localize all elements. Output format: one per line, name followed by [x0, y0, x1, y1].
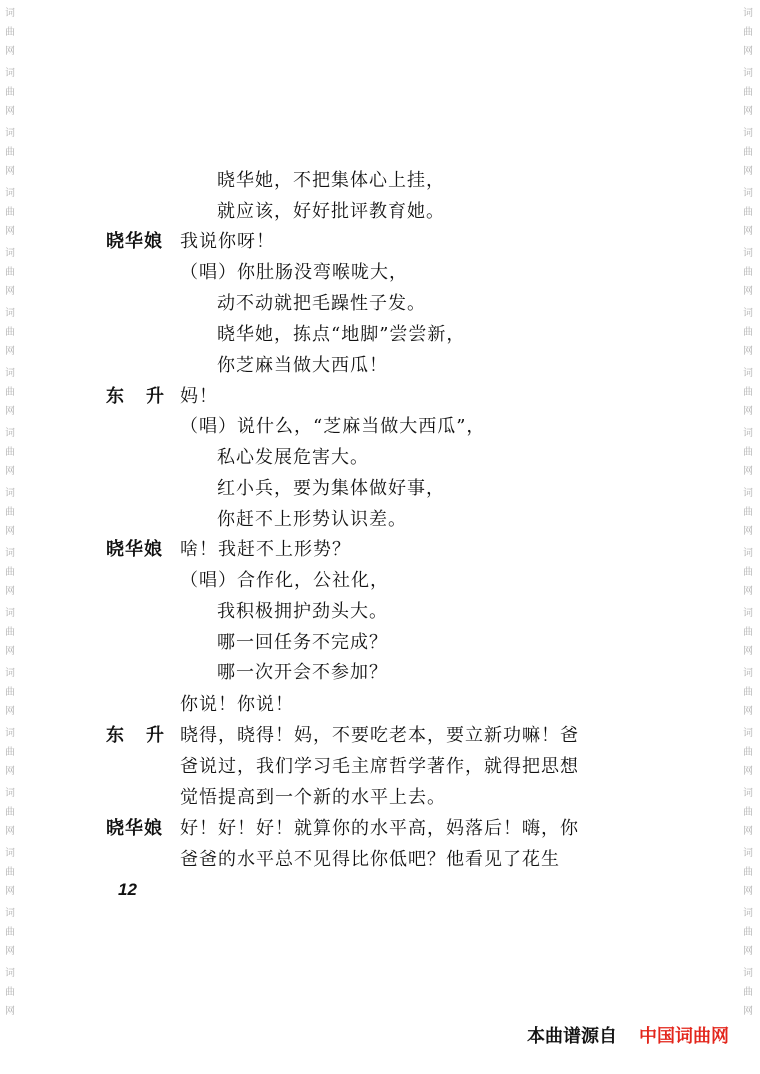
watermark-char: 曲	[743, 387, 753, 398]
watermark-char: 词	[5, 548, 15, 559]
watermark-char: 词	[5, 968, 15, 979]
watermark-block	[740, 364, 756, 421]
watermark-char: 网	[743, 646, 753, 657]
watermark-block	[740, 4, 756, 61]
watermark-char: 网	[743, 826, 753, 837]
watermark-char: 曲	[743, 567, 753, 578]
lyric-line: 红小兵，要为集体做好事，	[217, 478, 445, 499]
lyric-line: 我积极拥护劲头大。	[217, 601, 388, 622]
dialogue-line: 妈！	[180, 386, 218, 407]
watermark-block	[2, 364, 18, 421]
watermark-char: 词	[743, 368, 753, 379]
watermark-block	[2, 124, 18, 181]
watermark-char: 网	[743, 526, 753, 537]
dialogue-line: 啥！我赶不上形势？	[180, 539, 351, 560]
speaker-xiaohua-niang-1: 晓华娘	[106, 231, 163, 252]
watermark-char: 词	[5, 248, 15, 259]
watermark-char: 网	[5, 106, 15, 117]
watermark-char: 词	[743, 728, 753, 739]
watermark-block	[2, 304, 18, 361]
watermark-block	[740, 184, 756, 241]
watermark-char: 网	[5, 1006, 15, 1017]
watermark-char: 网	[743, 406, 753, 417]
watermark-char: 词	[743, 248, 753, 259]
watermark-char: 网	[5, 946, 15, 957]
watermark-char: 词	[743, 788, 753, 799]
watermark-char: 词	[5, 608, 15, 619]
watermark-char: 曲	[743, 507, 753, 518]
watermark-block	[2, 604, 18, 661]
watermark-char: 曲	[743, 267, 753, 278]
watermark-block	[740, 784, 756, 841]
watermark-block	[740, 424, 756, 481]
watermark-char: 词	[743, 908, 753, 919]
watermark-column-right	[740, 0, 756, 1074]
watermark-char: 词	[5, 188, 15, 199]
watermark-char: 网	[743, 886, 753, 897]
dialogue-line: 你说！你说！	[180, 694, 294, 715]
watermark-char: 曲	[743, 207, 753, 218]
watermark-char: 曲	[5, 627, 15, 638]
watermark-char: 曲	[5, 927, 15, 938]
watermark-block	[740, 904, 756, 961]
watermark-char: 曲	[743, 927, 753, 938]
watermark-char: 曲	[5, 27, 15, 38]
watermark-block	[2, 904, 18, 961]
watermark-char: 网	[5, 226, 15, 237]
lyric-line: 动不动就把毛躁性子发。	[217, 293, 426, 314]
source-site-name: 中国词曲网	[639, 1026, 729, 1047]
speaker-xiaohua-niang-2: 晓华娘	[106, 539, 163, 560]
watermark-char: 词	[743, 668, 753, 679]
source-note	[527, 1022, 729, 1048]
watermark-char: 网	[5, 46, 15, 57]
watermark-char: 曲	[743, 807, 753, 818]
watermark-char: 网	[743, 766, 753, 777]
watermark-block	[740, 304, 756, 361]
watermark-block	[740, 484, 756, 541]
watermark-block	[2, 4, 18, 61]
watermark-char: 网	[5, 826, 15, 837]
watermark-char: 词	[5, 728, 15, 739]
sung-line: （唱）你肚肠没弯喉咙大，	[180, 262, 408, 283]
watermark-char: 曲	[5, 867, 15, 878]
watermark-char: 曲	[5, 87, 15, 98]
watermark-char: 网	[5, 586, 15, 597]
watermark-char: 曲	[5, 747, 15, 758]
watermark-char: 网	[5, 706, 15, 717]
lyric-line: 哪一回任务不完成？	[217, 632, 388, 653]
watermark-char: 词	[5, 668, 15, 679]
watermark-char: 词	[5, 128, 15, 139]
watermark-char: 词	[743, 608, 753, 619]
watermark-block	[2, 544, 18, 601]
watermark-block	[2, 724, 18, 781]
page-number: 12	[118, 880, 137, 899]
watermark-block	[740, 244, 756, 301]
watermark-char: 曲	[5, 207, 15, 218]
watermark-char: 曲	[743, 987, 753, 998]
watermark-char: 词	[743, 68, 753, 79]
watermark-char: 曲	[743, 747, 753, 758]
sung-line: （唱）合作化，公社化，	[180, 570, 389, 591]
dialogue-line: 我说你呀！	[180, 231, 275, 252]
watermark-block	[2, 64, 18, 121]
watermark-column-left	[2, 0, 18, 1074]
watermark-char: 曲	[5, 267, 15, 278]
dialogue-line: 爸说过，我们学习毛主席哲学著作，就得把思想	[180, 756, 579, 777]
lyric-line: 晓华她，拣点“地脚”尝尝新，	[217, 324, 466, 345]
lyric-line: 私心发展危害大。	[217, 447, 369, 468]
speaker-dongsheng-1: 东升	[106, 386, 186, 407]
watermark-block	[2, 664, 18, 721]
watermark-char: 曲	[743, 27, 753, 38]
watermark-block	[740, 64, 756, 121]
watermark-char: 曲	[743, 867, 753, 878]
watermark-char: 词	[743, 968, 753, 979]
watermark-char: 词	[5, 428, 15, 439]
watermark-block	[740, 844, 756, 901]
watermark-char: 词	[743, 488, 753, 499]
watermark-char: 曲	[5, 507, 15, 518]
watermark-char: 网	[743, 346, 753, 357]
watermark-char: 词	[743, 548, 753, 559]
watermark-block	[740, 724, 756, 781]
watermark-char: 词	[743, 428, 753, 439]
watermark-char: 网	[743, 706, 753, 717]
watermark-block	[2, 844, 18, 901]
watermark-char: 曲	[743, 687, 753, 698]
watermark-char: 词	[5, 308, 15, 319]
watermark-char: 曲	[743, 627, 753, 638]
watermark-char: 曲	[5, 567, 15, 578]
watermark-char: 网	[743, 466, 753, 477]
watermark-block	[740, 664, 756, 721]
watermark-char: 词	[743, 848, 753, 859]
dialogue-line: 觉悟提高到一个新的水平上去。	[180, 787, 446, 808]
watermark-char: 词	[743, 8, 753, 19]
watermark-block	[2, 244, 18, 301]
watermark-char: 网	[743, 226, 753, 237]
watermark-char: 曲	[743, 87, 753, 98]
watermark-char: 网	[743, 946, 753, 957]
watermark-char: 网	[5, 886, 15, 897]
watermark-char: 网	[5, 286, 15, 297]
watermark-char: 曲	[5, 687, 15, 698]
speaker-xiaohua-niang-3: 晓华娘	[106, 818, 163, 839]
lyric-line: 晓华她，不把集体心上挂，	[217, 170, 445, 191]
watermark-block	[2, 484, 18, 541]
watermark-char: 网	[5, 346, 15, 357]
watermark-block	[2, 184, 18, 241]
watermark-char: 曲	[5, 987, 15, 998]
watermark-char: 网	[5, 466, 15, 477]
watermark-char: 曲	[743, 327, 753, 338]
watermark-char: 网	[743, 106, 753, 117]
watermark-char: 词	[5, 908, 15, 919]
watermark-char: 曲	[5, 807, 15, 818]
watermark-char: 网	[743, 46, 753, 57]
dialogue-line: 好！好！好！就算你的水平高，妈落后！嗨，你	[180, 818, 579, 839]
watermark-block	[2, 964, 18, 1021]
watermark-block	[2, 784, 18, 841]
watermark-char: 词	[5, 368, 15, 379]
watermark-char: 词	[5, 8, 15, 19]
watermark-char: 网	[5, 166, 15, 177]
watermark-char: 曲	[5, 447, 15, 458]
watermark-char: 词	[5, 788, 15, 799]
watermark-block	[740, 544, 756, 601]
watermark-char: 词	[743, 188, 753, 199]
watermark-block	[740, 964, 756, 1021]
dialogue-line: 晓得，晓得！妈，不要吃老本，要立新功嘛！爸	[180, 725, 579, 746]
source-note-prefix: 本曲谱源自	[527, 1026, 617, 1047]
watermark-char: 网	[743, 1006, 753, 1017]
watermark-char: 网	[5, 766, 15, 777]
lyric-line: 哪一次开会不参加？	[217, 662, 388, 683]
watermark-char: 曲	[5, 387, 15, 398]
watermark-char: 网	[5, 406, 15, 417]
lyric-line: 你赶不上形势认识差。	[217, 509, 407, 530]
lyric-line: 就应该，好好批评教育她。	[217, 201, 445, 222]
watermark-block	[740, 124, 756, 181]
watermark-char: 词	[5, 68, 15, 79]
watermark-char: 网	[743, 586, 753, 597]
watermark-char: 词	[5, 488, 15, 499]
watermark-char: 曲	[743, 147, 753, 158]
watermark-char: 词	[5, 848, 15, 859]
dialogue-line: 爸爸的水平总不见得比你低吧？他看见了花生	[180, 849, 560, 870]
watermark-block	[2, 424, 18, 481]
watermark-char: 网	[5, 646, 15, 657]
watermark-char: 曲	[5, 147, 15, 158]
watermark-char: 词	[743, 128, 753, 139]
watermark-char: 曲	[5, 327, 15, 338]
sung-line: （唱）说什么，“芝麻当做大西瓜”，	[180, 416, 486, 437]
speaker-dongsheng-2: 东升	[106, 725, 186, 746]
lyric-line: 你芝麻当做大西瓜！	[217, 355, 388, 376]
watermark-char: 网	[743, 286, 753, 297]
watermark-char: 词	[743, 308, 753, 319]
watermark-char: 网	[5, 526, 15, 537]
watermark-block	[740, 604, 756, 661]
watermark-char: 网	[743, 166, 753, 177]
watermark-char: 曲	[743, 447, 753, 458]
